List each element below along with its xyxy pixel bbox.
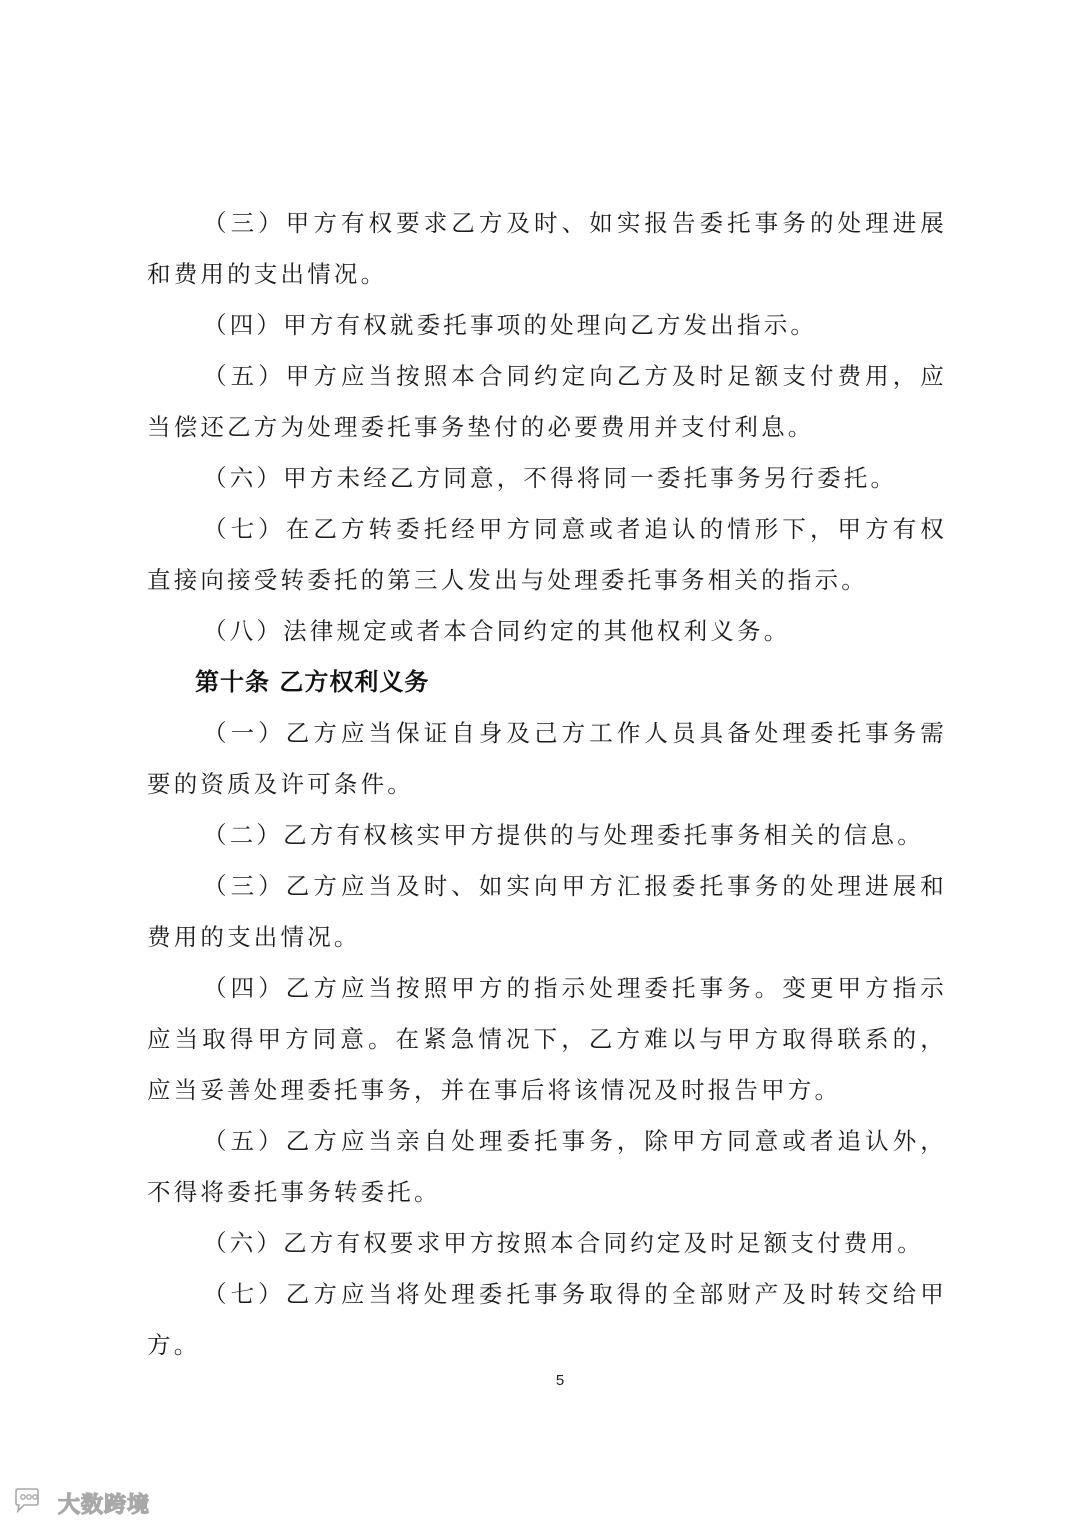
section-heading: 第十条 乙方权利义务 bbox=[195, 668, 430, 696]
document-body bbox=[147, 198, 947, 1371]
clause-paragraph: （六）甲方未经乙方同意，不得将同一委托事务另行委托。 bbox=[203, 464, 898, 492]
watermark-text: 大数跨境 bbox=[58, 1492, 151, 1518]
clause-paragraph: （三）乙方应当及时、如实向甲方汇报委托事务的处理进展和费用的支出情况。 bbox=[147, 872, 947, 951]
clause-paragraph: （四）乙方应当按照甲方的指示处理委托事务。变更甲方指示应当取得甲方同意。在紧急情况下，乙方难以与甲方取得联系的，应当妥善处理委托事务，并在事后将该情况及时报告甲方。 bbox=[147, 974, 947, 1104]
clause-paragraph: （五）乙方应当亲自处理委托事务，除甲方同意或者追认外，不得将委托事务转委托。 bbox=[147, 1127, 947, 1206]
clause-paragraph: （六）乙方有权要求甲方按照本合同约定及时足额支付费用。 bbox=[203, 1229, 924, 1257]
clause-paragraph: （一）乙方应当保证自身及己方工作人员具备处理委托事务需要的资质及许可条件。 bbox=[147, 719, 947, 798]
page-number: 5 bbox=[555, 1372, 565, 1389]
clause-paragraph: （八）法律规定或者本合同约定的其他权利义务。 bbox=[203, 617, 791, 645]
watermark bbox=[12, 1488, 150, 1518]
chat-bubble-logo-icon bbox=[12, 1487, 52, 1519]
clause-paragraph: （二）乙方有权核实甲方提供的与处理委托事务相关的信息。 bbox=[203, 821, 924, 849]
clause-paragraph: （四）甲方有权就委托事项的处理向乙方发出指示。 bbox=[203, 311, 818, 339]
clause-paragraph: （七）在乙方转委托经甲方同意或者追认的情形下，甲方有权直接向接受转委托的第三人发出与处理委托事务相关的指示。 bbox=[147, 515, 947, 594]
clause-paragraph: （三）甲方有权要求乙方及时、如实报告委托事务的处理进展和费用的支出情况。 bbox=[147, 209, 947, 288]
clause-paragraph: （七）乙方应当将处理委托事务取得的全部财产及时转交给甲方。 bbox=[147, 1280, 947, 1359]
clause-paragraph: （五）甲方应当按照本合同约定向乙方及时足额支付费用，应当偿还乙方为处理委托事务垫付的必要费用并支付利息。 bbox=[147, 362, 947, 441]
